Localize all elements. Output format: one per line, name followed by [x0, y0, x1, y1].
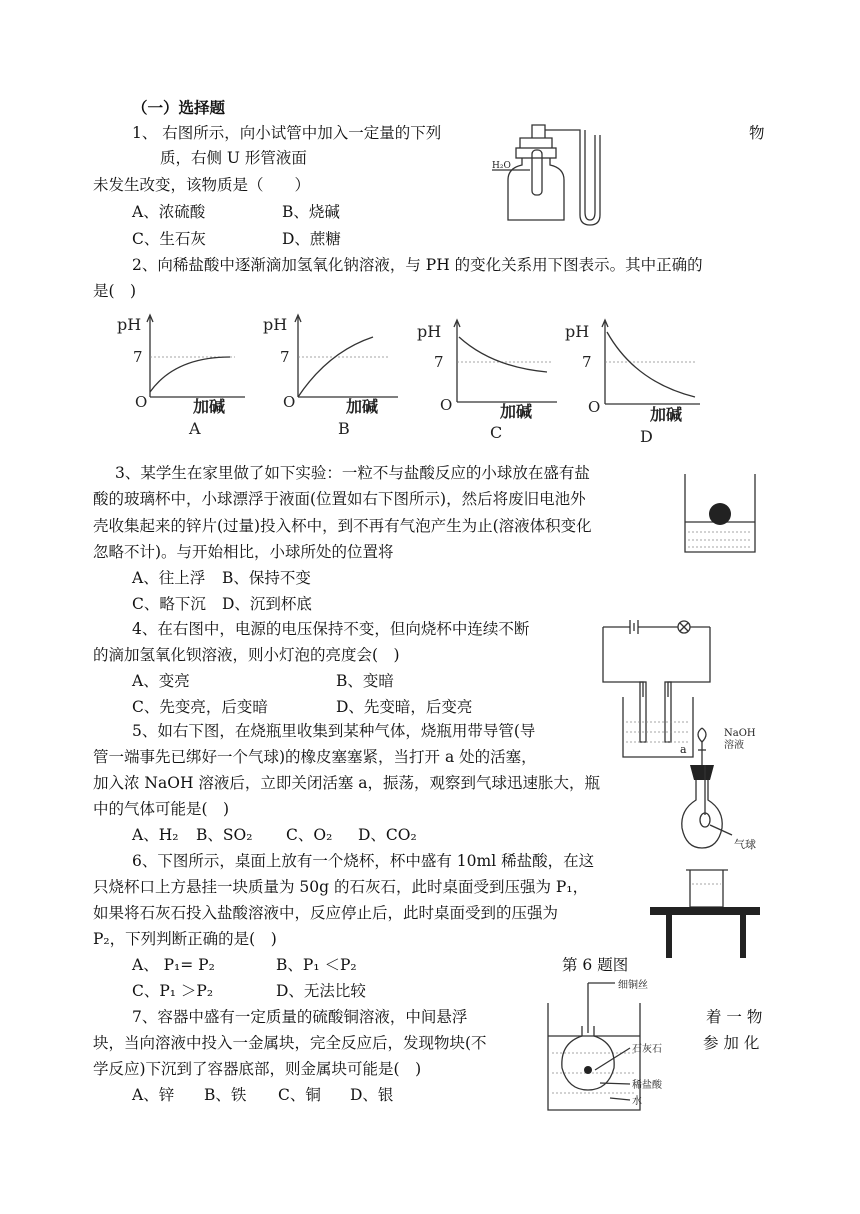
q2-graph-d	[560, 312, 710, 447]
q2-graph-b-xlabel: 加碱	[346, 397, 379, 416]
q2-graph-d-origin: O	[588, 398, 601, 416]
q7-line2-tail: 参 加 化	[703, 1034, 760, 1052]
q2-graph-a	[105, 312, 255, 442]
q5-line3: 加入浓 NaOH 溶液后，立即关闭活塞 a，振荡，观察到气球迅速胀大，瓶	[93, 774, 601, 792]
q5-fig-naoh: NaOH	[724, 728, 756, 739]
q2-graph-c-tick: 7	[434, 353, 444, 371]
q5-line2: 管一端事先已绑好一个气球)的橡皮塞塞紧，当打开 a 处的活塞，	[93, 748, 537, 766]
q6-line4: P₂，下列判断正确的是( )	[93, 930, 277, 948]
q6-line2: 只烧杯口上方悬挂一块质量为 50g 的石灰石，此时桌面受到压强为 P₁，	[93, 878, 589, 896]
q2-graph-d-ylabel: pH	[565, 322, 590, 341]
q2-graph-c-origin: O	[440, 396, 453, 414]
q4-option-a: A、变亮	[132, 672, 190, 690]
q3-option-d: D、沉到杯底	[222, 595, 312, 613]
q6-table-figure	[648, 862, 768, 960]
q2-graph-c-label: C	[490, 423, 503, 442]
q6-option-b: B、P₁ ＜P₂	[276, 956, 357, 974]
q5-fig-balloon: 气球	[734, 838, 756, 851]
q2-graph-d-label: D	[640, 427, 653, 446]
q6-line1: 6、下图所示，桌面上放有一个烧杯，杯中盛有 10ml 稀盐酸，在这	[132, 852, 595, 870]
section-title: （一）选择题	[132, 98, 226, 117]
q2-graph-b-ylabel: pH	[263, 315, 288, 334]
q1-line2: 质，右侧 U 形管液面	[160, 149, 307, 167]
q2-line1: 2、向稀盐酸中逐渐滴加氢氧化钠溶液，与 PH 的变化关系用下图表示。其中正确的	[132, 256, 703, 274]
q7-line1-tail: 着 一 物	[706, 1008, 763, 1026]
q4-option-b: B、变暗	[336, 672, 394, 690]
q4-line1: 4、在右图中，电源的电压保持不变，但向烧杯中连续不断	[132, 620, 530, 638]
q3-option-a: A、往上浮	[132, 569, 206, 587]
q2-line2: 是( )	[93, 282, 137, 300]
q3-line2: 酸的玻璃杯中，小球漂浮于液面(位置如右下图所示)，然后将废旧电池外	[93, 490, 586, 508]
q1-line1: 1、 右图所示，向小试管中加入一定量的下列	[132, 124, 442, 142]
q7-fig-stone-label: 石灰石	[632, 1044, 662, 1055]
q3-beaker-figure	[680, 472, 760, 554]
q7-option-b: B、铁	[204, 1086, 247, 1104]
q1-option-b: B、烧碱	[282, 203, 340, 221]
q6-option-d: D、无法比较	[276, 982, 366, 1000]
q3-line1: 3、某学生在家里做了如下实验：一粒不与盐酸反应的小球放在盛有盐	[115, 464, 590, 482]
q2-graph-b-origin: O	[283, 393, 296, 411]
q1-line3: 未发生改变，该物质是（ ）	[93, 176, 311, 194]
q7-fig-wire-label: 细铜丝	[618, 980, 648, 991]
q7-fig-water-label: 水	[632, 1096, 642, 1107]
q4-option-c: C、先变亮，后变暗	[132, 698, 268, 716]
q2-graph-c-xlabel: 加碱	[500, 402, 533, 421]
q4-option-d: D、先变暗，后变亮	[336, 698, 473, 716]
q7-option-a: A、锌	[132, 1086, 175, 1104]
q2-graph-b-tick: 7	[280, 348, 290, 366]
q1-line1-tail: 物	[749, 124, 765, 142]
q1-fig-label: H₂O	[492, 161, 511, 171]
q5-flask-figure	[672, 720, 772, 855]
q5-option-b: B、SO₂	[196, 826, 253, 844]
q2-graph-c-ylabel: pH	[417, 322, 442, 341]
q3-option-c: C、略下沉	[132, 595, 206, 613]
q2-graph-a-ylabel: pH	[117, 315, 142, 334]
q1-apparatus-figure	[490, 120, 620, 230]
q7-container-figure	[540, 978, 710, 1118]
q7-line2: 块，当向溶液中投入一金属块，完全反应后，发现物块(不	[93, 1034, 487, 1052]
q6-option-c: C、P₁ ＞P₂	[132, 982, 214, 1000]
q2-graph-d-tick: 7	[582, 353, 592, 371]
q3-option-b: B、保持不变	[222, 569, 311, 587]
q2-graph-a-origin: O	[135, 393, 148, 411]
q2-graph-a-xlabel: 加碱	[193, 397, 226, 416]
q2-graph-d-xlabel: 加碱	[650, 405, 683, 424]
q3-line4: 忽略不计)。与开始相比，小球所处的位置将	[93, 543, 394, 561]
q5-option-d: D、CO₂	[358, 826, 417, 844]
q1-option-c: C、生石灰	[132, 230, 206, 248]
q7-option-d: D、银	[350, 1086, 394, 1104]
q6-line3: 如果将石灰石投入盐酸溶液中，反应停止后，此时桌面受到的压强为	[93, 904, 559, 922]
q3-line3: 壳收集起来的锌片(过量)投入杯中，到不再有气泡产生为止(溶液体积变化	[93, 517, 592, 535]
q2-graph-a-tick: 7	[133, 348, 143, 366]
q2-graph-c	[412, 312, 562, 442]
q7-option-c: C、铜	[278, 1086, 321, 1104]
q5-option-a: A、H₂	[132, 826, 179, 844]
q4-line2: 的滴加氢氧化钡溶液，则小灯泡的亮度会( )	[93, 646, 400, 664]
q6-figure-caption: 第 6 题图	[562, 956, 629, 974]
q2-graph-b-label: B	[338, 419, 350, 438]
q1-option-a: A、浓硫酸	[132, 203, 206, 221]
q1-option-d: D、蔗糖	[282, 230, 341, 248]
q7-fig-acid-label: 稀盐酸	[632, 1080, 662, 1091]
q7-line1: 7、容器中盛有一定质量的硫酸铜溶液，中间悬浮	[132, 1008, 468, 1026]
q5-option-c: C、O₂	[286, 826, 333, 844]
q5-fig-solution: 溶液	[724, 740, 744, 751]
q7-line3: 学反应)下沉到了容器底部，则金属块可能是( )	[93, 1060, 422, 1078]
q5-fig-a-label: a	[680, 743, 687, 756]
q5-line1: 5、如右下图，在烧瓶里收集到某种气体，烧瓶用带导管(导	[132, 722, 536, 740]
q2-graph-a-label: A	[189, 419, 201, 438]
q2-graph-b	[258, 312, 408, 442]
q5-line4: 中的气体可能是( )	[93, 800, 230, 818]
q6-option-a: A、 P₁= P₂	[132, 956, 215, 974]
